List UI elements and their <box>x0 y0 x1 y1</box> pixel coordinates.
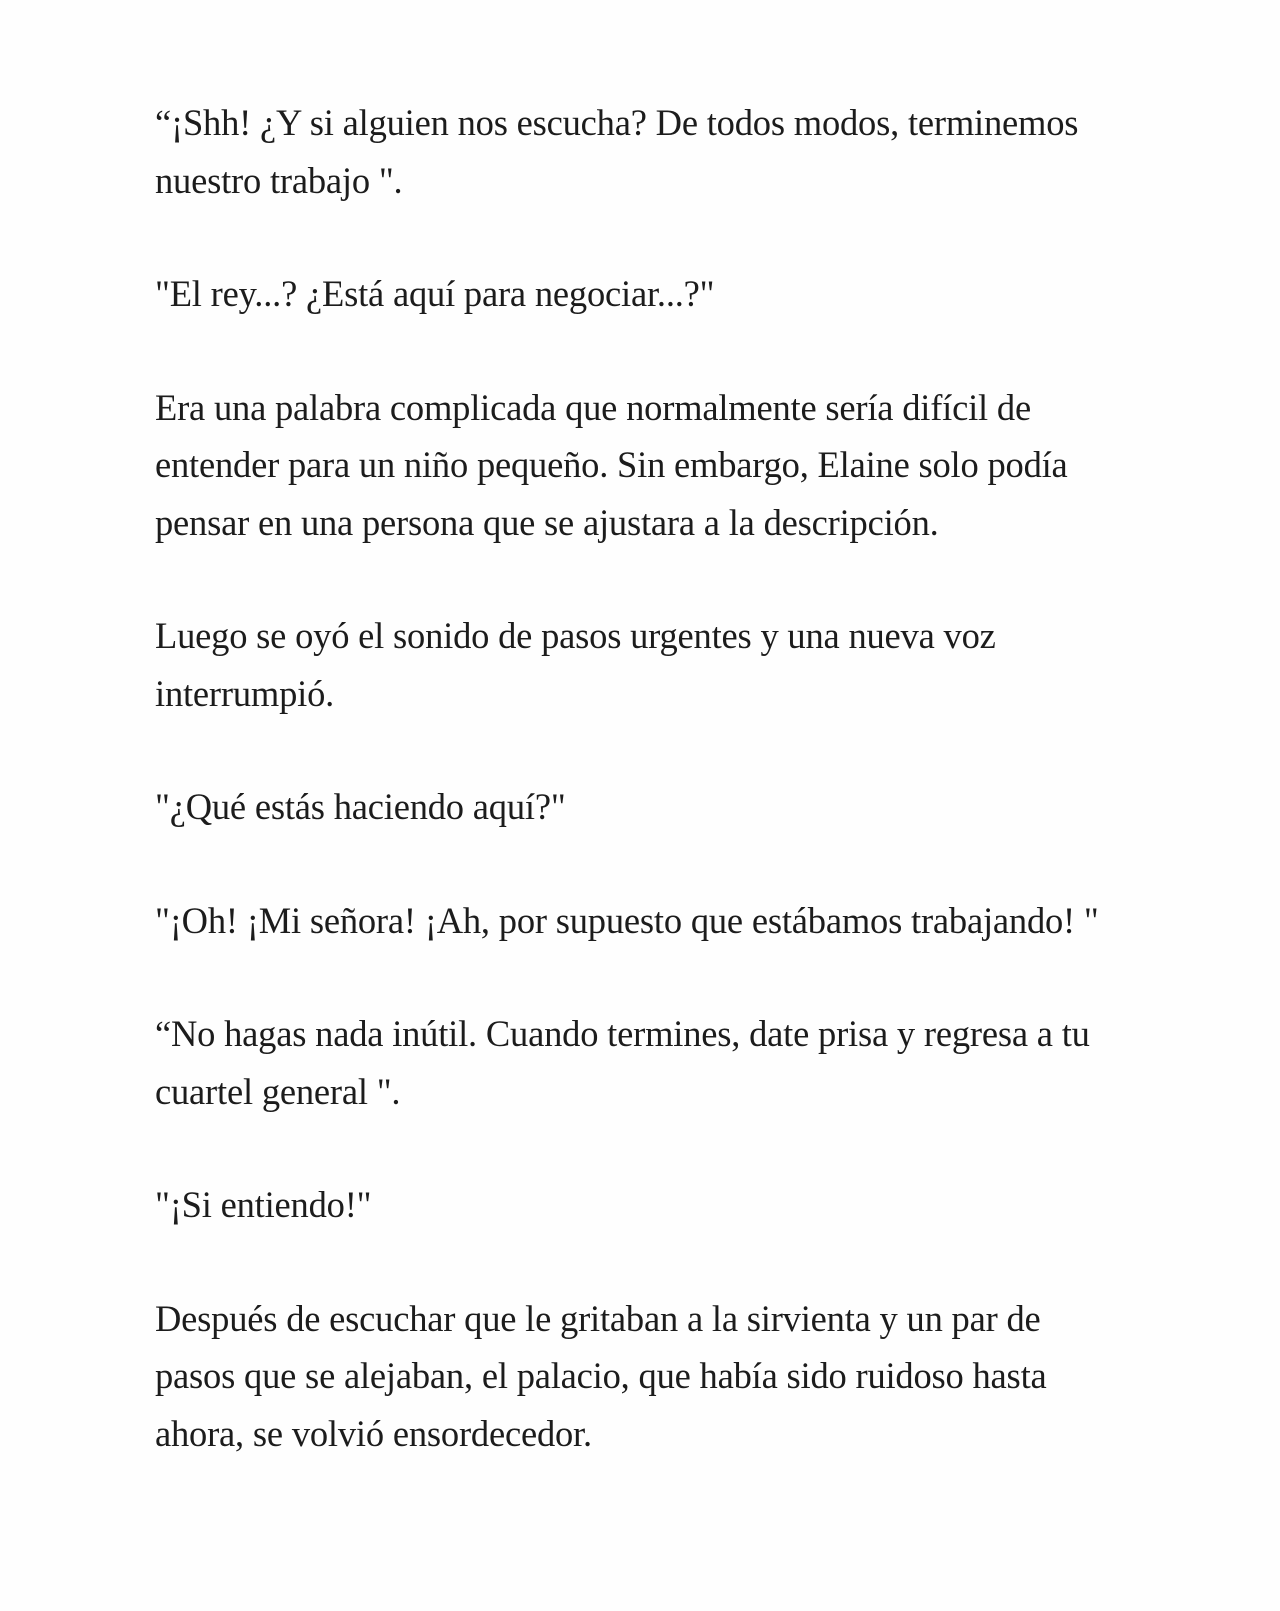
paragraph-5: "¿Qué estás haciendo aquí?" <box>155 786 566 827</box>
paragraph-2: "El rey...? ¿Está aquí para negociar...?" <box>155 273 715 314</box>
paragraph-9: Después de escuchar que le gritaban a la sirvienta y un par de pasos que se alejaban, el palacio, que había sido ruidoso hasta ahora, se volvió ensordecedor. <box>155 1297 1047 1454</box>
document-body <box>155 94 1115 1462</box>
paragraph-6: "¡Oh! ¡Mi señora! ¡Ah, por supuesto que estábamos trabajando! " <box>155 899 1099 941</box>
paragraph-8: "¡Si entiendo!" <box>155 1184 372 1225</box>
paragraph-1: “¡Shh! ¿Y si alguien nos escucha? De todos modos, terminemos nuestro trabajo ". <box>155 102 1079 201</box>
paragraph-3: Era una palabra complicada que normalmente sería difícil de entender para un niño pequeño. Sin embargo, Elaine solo podía pensar en una persona que se ajustara a la descripción. <box>155 386 1068 543</box>
paragraph-7: “No hagas nada inútil. Cuando termines, date prisa y regresa a tu cuartel general ". <box>155 1013 1090 1112</box>
paragraph-4: Luego se oyó el sonido de pasos urgentes y una nueva voz interrumpió. <box>155 615 996 714</box>
